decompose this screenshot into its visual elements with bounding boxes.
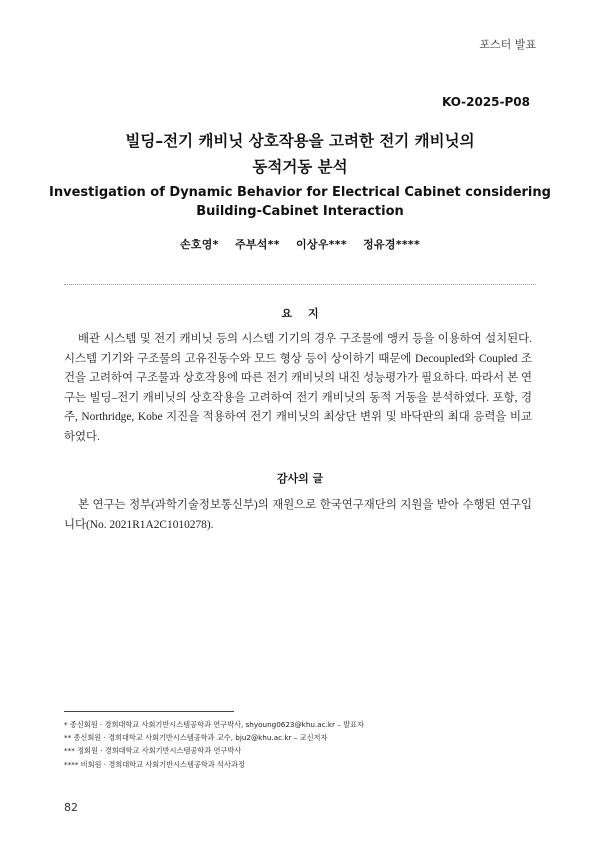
korean-title-line-2: 동적거동 분석 [252, 158, 348, 176]
footnote: **** 비회원 · 경희대학교 사회기반시스템공학과 석사과정 [64, 759, 245, 769]
english-title-line-1: Investigation of Dynamic Behavior for Electrical Cabinet considering [49, 185, 551, 200]
paper-id: KO-2025-P08 [441, 95, 530, 109]
korean-title [0, 128, 600, 180]
acknowledgement-heading: 감사의 글 [276, 472, 324, 485]
abstract-body: 배관 시스템 및 전기 캐비닛 등의 시스템 기기의 경우 구조물에 앵커 등을 이용하여 설치된다. 시스템 기기와 구조물의 고유진동수와 모드 형상 등이 상이하기 때문에 Decoupled와 Coupled 조건을 고려하여 구조물과 상호작용에 따른 전기 캐비닛의 내진 성능평가가 필요하다. 따라서 본 연구는 빌딩–전기 캐비닛의 상호작용을 고려하여 전기 캐비닛의 동적 거동을 분석하였다. 포항, 경주, Northridge, Kobe 지진을 적용하여 전기 캐비닛의 최상단 변위 및 바닥판의 최대 응력을 비교하였다. [64, 333, 532, 443]
author-name: 주부석** [234, 238, 280, 251]
footnotes [64, 718, 534, 771]
english-title-line-2: Building-Cabinet Interaction [196, 204, 404, 219]
header-tag: 포스터 발표 [479, 38, 536, 51]
author-name: 손호영* [179, 238, 219, 251]
abstract-heading: 요지 [281, 307, 335, 320]
english-title [0, 183, 600, 221]
author-name: 이상우*** [295, 238, 347, 251]
footnote: *** 정회원 · 경희대학교 사회기반시스템공학과 연구박사 [64, 746, 242, 756]
dotted-divider [64, 284, 536, 285]
korean-title-line-1: 빌딩–전기 캐비닛 상호작용을 고려한 전기 캐비닛의 [125, 132, 475, 150]
page-number: 82 [64, 801, 78, 814]
footnote: * 종신회원 · 경희대학교 사회기반시스템공학과 연구박사, shyoung0623@khu.ac.kr – 발표자 [64, 720, 364, 729]
author-list [0, 236, 600, 252]
author-name: 정유경**** [363, 238, 421, 251]
footnote-rule [64, 711, 234, 712]
acknowledgement-body: 본 연구는 정부(과학기술정보통신부)의 재원으로 한국연구재단의 지원을 받아 수행된 연구입니다(No. 2021R1A2C1010278). [64, 499, 532, 531]
footnote: ** 종신회원 · 경희대학교 사회기반시스템공학과 교수, bju2@khu.ac.kr – 교신저자 [64, 733, 328, 743]
